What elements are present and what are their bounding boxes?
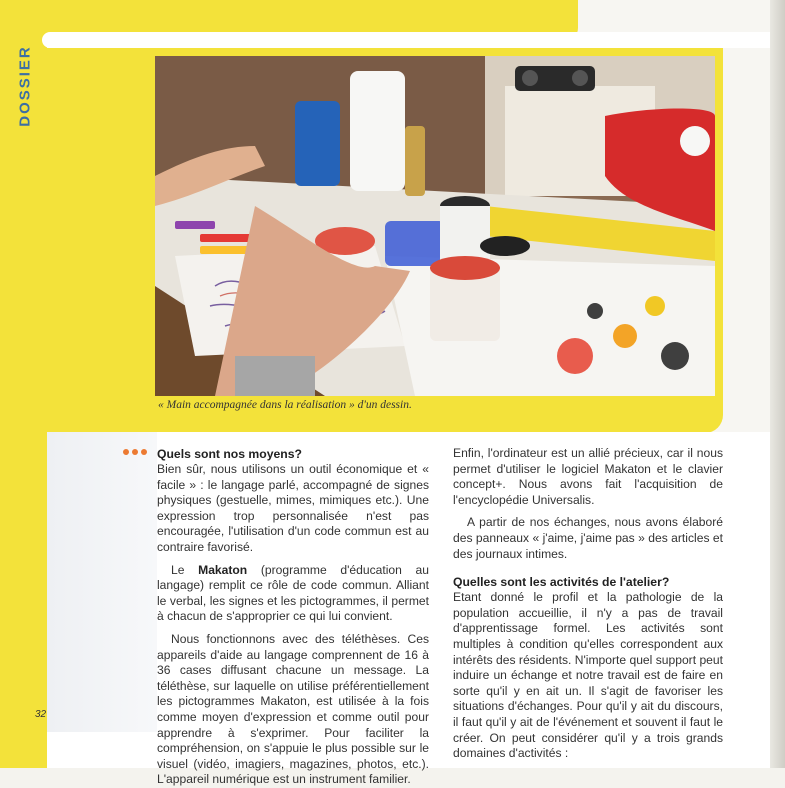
panel-shade [47,432,157,732]
photo-illustration [155,56,715,396]
photo-caption: « Main accompagnée dans la réalisation » d'un dessin. [158,399,412,411]
page-binding-edge [770,0,785,768]
orange-bullet-icon [123,446,153,458]
section-label: DOSSIER [16,45,34,127]
keyword-makaton: Makaton [198,562,248,577]
white-header-strip [42,32,785,48]
section-heading-moyens: Quels sont nos moyens? [157,447,302,461]
paragraph: Bien sûr, nous utilisons un outil économique et « facile » : le langage parlé, accompagné de signes physiques (gestuelle, mimes, mimiques etc.). Une expression trop personnalisée n'est pas encouragée, l'utilisation d'un code commun est au contraire favorisé. [157,462,429,554]
section-heading-activites: Quelles sont les activités de l'atelier? [453,575,670,590]
paragraph: A partir de nos échanges, nous avons élaboré des panneaux « j'aime, j'aime pas » des articles et des journaux intimes. [453,515,723,561]
paragraph: Enfin, l'ordinateur est un allié précieux, car il nous permet d'utiliser le logiciel Makaton et le clavier concept+. Nous avons fait l'acquisition de l'encyclopédie Universalis. [453,446,723,507]
page-number: 32 [35,709,47,720]
left-text-column [157,446,429,788]
paragraph: Le Makaton (programme d'éducation au langage) remplit ce rôle de code commun. Alliant le verbal, les signes et les pictogrammes, il permet à chacun de s'approprier ce qui lui convient. [157,562,429,624]
activity-photo [155,56,715,396]
paragraph: Etant donné le profil et la pathologie de la population accueillie, il n'y a pas de travail d'apprentissage formel. Les activités sont multiples à condition qu'elles correspondent aux intérêts des résidents. N'importe quel support peut induire un échange et notre travail est de faire en sorte qu'il y en ait un. Il s'agit de favoriser les situations d'échanges. Pour qu'il y ait du discours, il faut qu'il y ait de l'événement et souvent il faut le créer. On peut considérer qu'il y a trois grands domaines d'activités : [453,590,723,761]
paragraph: Nous fonctionnons avec des téléthèses. Ces appareils d'aide au langage comprennent de 16 à 36 cases diffusant chacune un message. La téléthèse, sur laquelle on utilise préférentiellement les pictogrammes Makaton, est utilisée à la fois comme moyen d'expression et comme outil pour apprendre à s'exprimer. Pour faciliter la compréhension, on s'appuie le plus possible sur le visuel (vidéo, imagiers, magazines, photos, etc.). L'appareil numérique est un instrument familier. [157,631,429,787]
right-text-column [453,446,723,762]
